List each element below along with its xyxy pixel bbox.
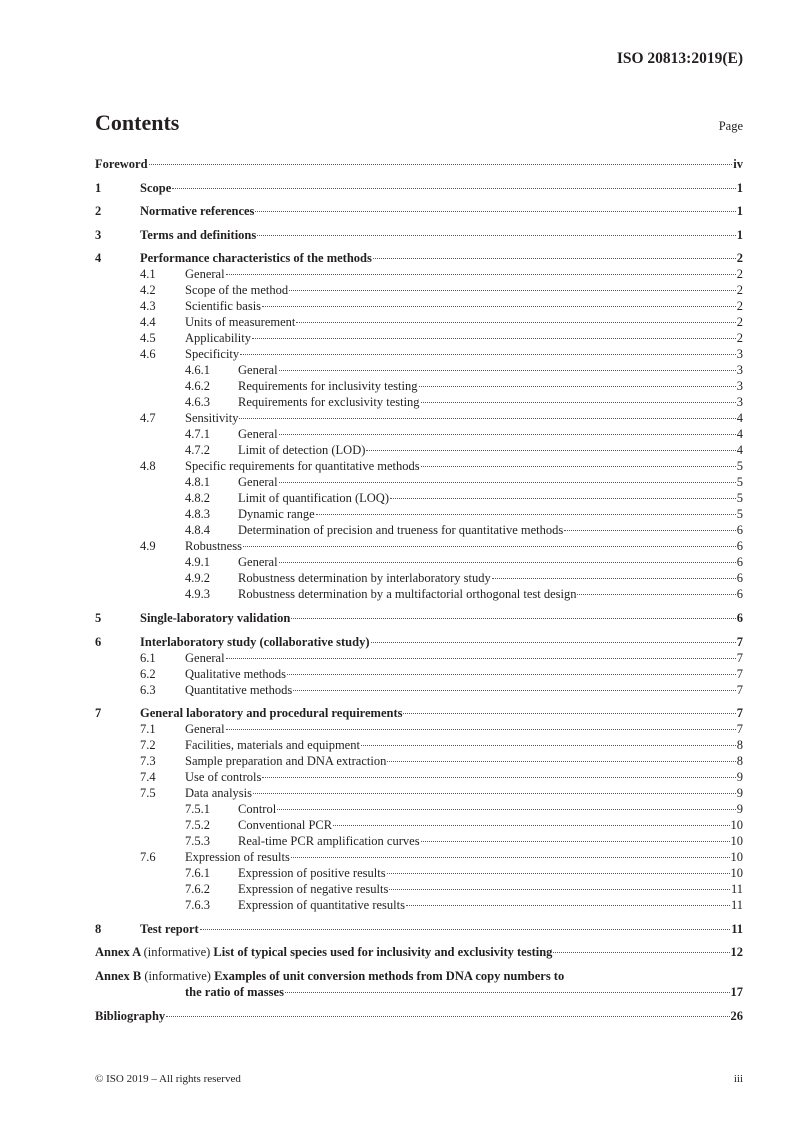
toc-annex-entry[interactable] [95,944,743,960]
toc-entry[interactable] [95,682,743,698]
toc-entry[interactable] [95,554,743,570]
section-number: 4.9.1 [185,555,210,570]
section-title[interactable]: Performance characteristics of the methods [140,251,372,266]
section-title[interactable]: Expression of results [185,850,290,865]
dot-leader [243,546,736,547]
section-title[interactable]: Requirements for inclusivity testing [238,379,418,394]
section-title[interactable]: Qualitative methods [185,666,287,681]
dot-leader [226,658,736,659]
page-number: 4 [736,427,743,442]
page-number: 26 [730,1008,743,1023]
annex-note: (informative) [144,968,211,983]
toc-entry[interactable] [95,203,743,219]
section-title[interactable]: Robustness determination by interlaboratory study [238,571,491,586]
toc-entry[interactable] [95,180,743,196]
section-number: 4.8 [140,459,156,474]
toc-entry[interactable] [95,362,743,378]
annex-title[interactable] [95,944,552,960]
section-number: 4.7.2 [185,443,210,458]
dot-leader [421,402,736,403]
section-number: 4.8.2 [185,491,210,506]
annex-title-text: Examples of unit conversion methods from DNA copy numbers to [214,968,565,983]
toc-entry[interactable] [95,458,743,474]
toc-entry[interactable] [95,330,743,346]
section-number: 7.5.2 [185,818,210,833]
section-number: 4.9 [140,539,156,554]
section-number: 7.6 [140,850,156,865]
section-title[interactable]: Scope [140,180,172,195]
footer-page-number: iii [733,1073,743,1085]
section-number: 4.6.2 [185,379,210,394]
annex-title-text: List of typical species used for inclusivity and exclusivity testing [213,945,553,960]
section-title[interactable]: Specific requirements for quantitative methods [185,459,420,474]
section-number: 4.9.3 [185,587,210,602]
dot-leader [257,235,736,236]
page-number: 11 [731,921,743,936]
section-title[interactable]: Specificity [185,347,240,362]
dot-leader [553,952,729,953]
section-title[interactable]: Applicability [185,331,251,346]
page-number: 8 [736,754,743,769]
page-number: 3 [736,347,743,362]
dot-leader [279,434,736,435]
dot-leader [371,642,736,643]
toc-entry[interactable] [95,833,743,849]
page-number: 7 [736,666,743,681]
dot-leader [296,322,735,323]
section-number: 7.5.3 [185,834,210,849]
section-number: 2 [95,204,102,219]
section-number: 6.2 [140,666,156,681]
page-number: 9 [736,786,743,801]
section-number: 6.1 [140,650,156,665]
section-title[interactable]: General laboratory and procedural requirements [140,706,403,721]
toc-entry[interactable] [95,634,743,650]
page-number: 6 [736,610,743,625]
section-number: 4.6 [140,347,156,362]
dot-leader [492,578,736,579]
page-number: 4 [736,411,743,426]
dot-leader [419,386,736,387]
dot-leader [316,514,736,515]
page-number: 5 [736,475,743,490]
section-title[interactable]: Conventional PCR [238,818,333,833]
section-title[interactable]: Robustness [185,539,242,554]
toc-annex-entry-continued[interactable] [95,984,743,1000]
section-number: 5 [95,610,102,625]
dot-leader [240,354,736,355]
page-number: 6 [736,523,743,538]
section-number: 7.6.3 [185,898,210,913]
dot-leader [291,618,735,619]
section-title[interactable]: Dynamic range [238,507,315,522]
dot-leader [239,418,735,419]
page-number: 6 [736,555,743,570]
page-number: 2 [736,315,743,330]
section-title[interactable]: Sample preparation and DNA extraction [185,754,387,769]
section-title[interactable]: Units of measurement [185,315,296,330]
dot-leader [253,793,736,794]
section-title[interactable]: Expression of negative results [238,882,389,897]
page-number: 2 [736,267,743,282]
toc-entry[interactable] [95,666,743,682]
toc-entry[interactable] [95,849,743,865]
dot-leader [255,211,735,212]
page-number: 5 [736,459,743,474]
dot-leader [421,841,730,842]
dot-leader [291,857,730,858]
page-number: 6 [736,571,743,586]
toc-entry[interactable] [95,586,743,602]
page-number: 3 [736,379,743,394]
toc-entry[interactable] [95,801,743,817]
page-number: 9 [736,802,743,817]
toc-entry[interactable] [95,650,743,666]
section-number: 4.5 [140,331,156,346]
toc-entry[interactable] [95,921,743,937]
page-number: 3 [736,363,743,378]
annex-note: (informative) [143,945,211,960]
section-title[interactable]: Terms and definitions [140,227,257,242]
toc-entry[interactable] [95,426,743,442]
page-number: 2 [736,299,743,314]
section-number: 3 [95,227,102,242]
dot-leader [421,466,736,467]
page-number: 10 [730,834,743,849]
toc-entry[interactable] [95,298,743,314]
dot-leader [577,594,735,595]
section-title[interactable]: Facilities, materials and equipment [185,738,360,753]
page-number: 1 [736,180,743,195]
section-title[interactable]: General [185,650,225,665]
section-number: 4 [95,251,102,266]
section-title[interactable]: Real-time PCR amplification curves [238,834,420,849]
section-title[interactable]: General [238,475,278,490]
dot-leader [262,306,736,307]
section-title[interactable]: General [185,267,225,282]
toc-entry[interactable] [95,570,743,586]
section-number: 7.5.1 [185,802,210,817]
toc-entry[interactable] [95,538,743,554]
page-number: 9 [736,770,743,785]
page-number: 7 [736,650,743,665]
toc-entry[interactable] [95,610,743,626]
section-title[interactable]: General [238,555,278,570]
page-number: 2 [736,331,743,346]
section-title[interactable]: Requirements for exclusivity testing [238,395,420,410]
page-number: 6 [736,539,743,554]
section-number: 4.8.1 [185,475,210,490]
section-number: 7.2 [140,738,156,753]
page-title: Contents [95,110,180,135]
section-number: 8 [95,921,102,936]
dot-leader [289,290,736,291]
section-number: 7.1 [140,722,156,737]
dot-leader [262,777,735,778]
toc-entry[interactable] [95,250,743,266]
page-number: 1 [736,227,743,242]
dot-leader [166,1016,729,1017]
page-number: 2 [736,251,743,266]
toc-entry[interactable] [95,314,743,330]
section-title[interactable]: Robustness determination by a multifactorial orthogonal test design [238,587,577,602]
section-number: 4.2 [140,283,156,298]
section-title[interactable]: Determination of precision and trueness for quantitative methods [238,523,564,538]
toc-entry[interactable] [95,721,743,737]
section-title[interactable]: Expression of quantitative results [238,898,405,913]
toc-entry[interactable] [95,442,743,458]
section-number: 7.3 [140,754,156,769]
toc-entry[interactable] [95,522,743,538]
page-number: 7 [736,706,743,721]
toc-entry[interactable] [95,897,743,913]
page-number: 11 [730,898,743,913]
page-number: 12 [730,945,743,960]
section-title[interactable]: Expression of positive results [238,866,386,881]
section-title[interactable]: Normative references [140,204,255,219]
page-number: 4 [736,443,743,458]
page-column-label: Page [718,119,743,133]
page-number: iv [733,157,743,171]
dot-leader [277,809,736,810]
toc-entry[interactable] [95,737,743,753]
dot-leader [226,729,736,730]
toc-entry[interactable] [95,705,743,721]
section-number: 4.8.3 [185,507,210,522]
section-number: 7 [95,706,102,721]
section-title[interactable]: Sensitivity [185,411,239,426]
annex-title-continued[interactable]: the ratio of masses [185,984,284,999]
dot-leader [285,992,730,993]
toc-entry[interactable] [95,346,743,362]
toc-entry[interactable] [95,490,743,506]
section-number: 4.9.2 [185,571,210,586]
section-number: 6 [95,634,102,649]
section-number: 1 [95,180,102,195]
toc-entry[interactable] [95,394,743,410]
section-title[interactable]: Limit of quantification (LOQ) [238,491,390,506]
section-number: 7.4 [140,770,156,785]
bibliography-title[interactable]: Bibliography [95,1008,166,1023]
section-number: 7.6.1 [185,866,210,881]
section-number: 7.5 [140,786,156,801]
section-number: 6.3 [140,682,156,697]
dot-leader [366,450,735,451]
dot-leader [279,562,736,563]
toc-entry[interactable] [95,881,743,897]
dot-leader [564,530,735,531]
page-number: 5 [736,491,743,506]
section-title[interactable]: Limit of detection (LOD) [238,443,366,458]
page-number: 7 [736,682,743,697]
page-number: 7 [736,634,743,649]
toc-annex-entry[interactable] [95,968,743,984]
dot-leader [387,761,735,762]
section-number: 7.6.2 [185,882,210,897]
dot-leader [389,889,730,890]
section-number: 4.1 [140,267,156,282]
toc-entry[interactable] [95,410,743,426]
dot-leader [279,370,736,371]
toc-entry[interactable] [95,506,743,522]
page-number: 10 [730,866,743,881]
section-number: 4.6.3 [185,395,210,410]
section-title[interactable]: Scope of the method [185,283,289,298]
toc-bibliography[interactable] [95,1008,743,1024]
dot-leader [226,274,736,275]
toc-entry[interactable] [95,266,743,282]
section-number: 4.3 [140,299,156,314]
dot-leader [406,905,730,906]
toc-entry[interactable] [95,474,743,490]
section-title[interactable]: Scientific basis [185,299,262,314]
page-number: 10 [730,850,743,865]
page-number: 6 [736,587,743,602]
dot-leader [390,498,736,499]
dot-leader [252,338,736,339]
section-number: 4.4 [140,315,156,330]
section-title[interactable]: Foreword [95,157,148,171]
toc-entry[interactable] [95,865,743,881]
page-number: 1 [736,204,743,219]
page-number: 8 [736,738,743,753]
section-number: 4.7.1 [185,427,210,442]
section-number: 4.6.1 [185,363,210,378]
section-title[interactable]: General [185,722,225,737]
annex-label: Annex B [95,968,142,983]
dot-leader [287,674,736,675]
dot-leader [333,825,729,826]
toc-entry[interactable] [95,378,743,394]
page-number: 3 [736,395,743,410]
dot-leader [279,482,736,483]
page-number: 2 [736,283,743,298]
section-title[interactable]: Quantitative methods [185,682,293,697]
section-title[interactable]: Data analysis [185,786,252,801]
page-number: 17 [730,984,743,999]
toc-entry[interactable] [95,817,743,833]
annex-title[interactable] [95,968,564,984]
page-number: 11 [730,882,743,897]
dot-leader [200,929,731,930]
section-title[interactable]: Interlaboratory study (collaborative study) [140,634,370,649]
toc-entry[interactable] [95,227,743,243]
toc-entry[interactable] [95,156,743,172]
toc-entry[interactable] [95,753,743,769]
section-title[interactable]: General [238,363,278,378]
dot-leader [293,690,735,691]
dot-leader [387,873,730,874]
page-number: 10 [730,818,743,833]
section-number: 4.7 [140,411,156,426]
document-id: ISO 20813:2019(E) [616,50,743,67]
section-title[interactable]: Control [238,802,277,817]
toc-entry[interactable] [95,769,743,785]
dot-leader [403,713,735,714]
page-number: 7 [736,722,743,737]
section-title[interactable]: General [238,427,278,442]
page-number: 5 [736,507,743,522]
dot-leader [373,258,736,259]
copyright-footer: © ISO 2019 – All rights reserved [95,1073,241,1085]
toc-entry[interactable] [95,785,743,801]
toc-entry[interactable] [95,282,743,298]
section-title[interactable]: Single-laboratory validation [140,610,291,625]
dot-leader [172,188,736,189]
section-number: 4.8.4 [185,523,210,538]
table-of-contents [95,156,743,1024]
dot-leader [361,745,736,746]
section-title[interactable]: Use of controls [185,770,262,785]
section-title[interactable]: Test report [140,921,199,936]
dot-leader [149,164,733,165]
annex-label: Annex A [95,945,141,960]
